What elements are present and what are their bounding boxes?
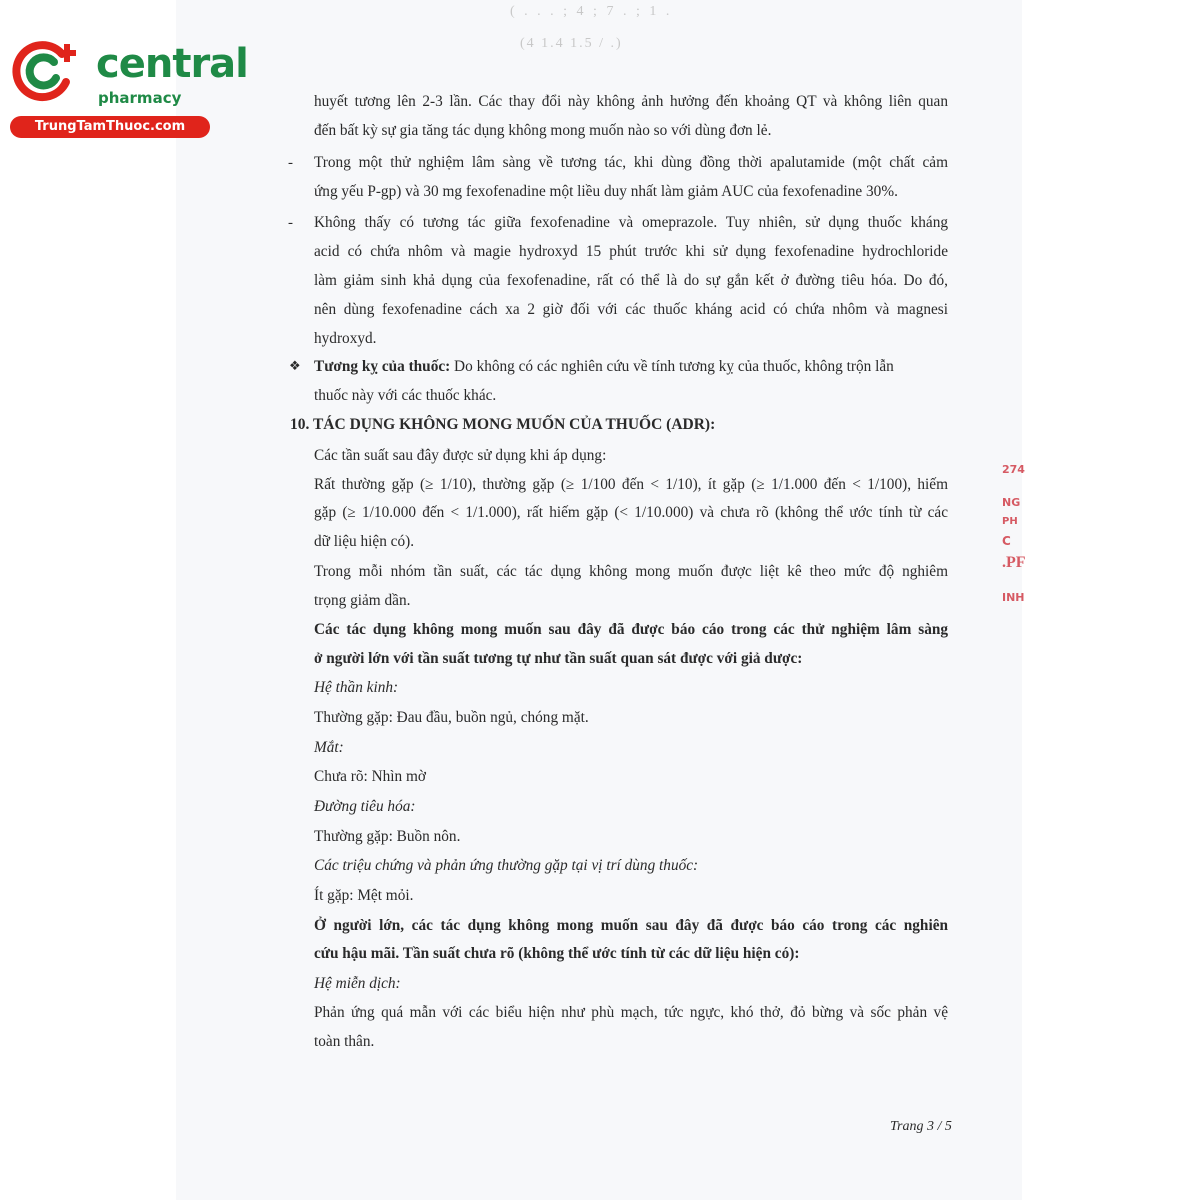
- central-pharmacy-logo[interactable]: [10, 36, 248, 138]
- body-line: hydroxyd.: [314, 330, 377, 347]
- logo-name: central: [96, 41, 248, 87]
- body-line: Trong một thử nghiệm lâm sàng về tương tác, khi dùng đồng thời apalutamide (một chất cảm: [314, 154, 948, 171]
- dash-bullet: -: [288, 155, 293, 171]
- incompatibility-text: Do không có các nghiên cứu về tính tương kỵ của thuốc, không trộn lẫn: [450, 358, 894, 375]
- body-line: ứng yếu P-gp) và 30 mg fexofenadine một liều duy nhất làm giảm AUC của fexofenadine 30%.: [314, 183, 898, 200]
- subsection-label: Mắt:: [314, 739, 344, 756]
- bold-line: ở người lớn với tần suất tương tự như tần suất quan sát được với giả dược:: [314, 650, 803, 667]
- body-line: Thường gặp: Buồn nôn.: [314, 828, 461, 845]
- body-line: Phản ứng quá mẫn với các biểu hiện như phù mạch, tức ngực, khó thở, đỏ bừng và sốc phản vệ: [314, 1004, 948, 1021]
- body-line: Ít gặp: Mệt mỏi.: [314, 887, 414, 904]
- logo-mark-icon: [10, 36, 80, 106]
- stamp-text: INH: [1002, 591, 1025, 604]
- page-number: Trang 3 / 5: [890, 1119, 952, 1134]
- body-line: nên dùng fexofenadine cách xa 2 giờ đối với các thuốc kháng acid có chứa nhôm và magnesi: [314, 301, 948, 318]
- section-heading: 10. TÁC DỤNG KHÔNG MONG MUỐN CỦA THUỐC (ADR):: [290, 416, 716, 433]
- subsection-label: Đường tiêu hóa:: [314, 798, 416, 815]
- body-line: Không thấy có tương tác giữa fexofenadine và omeprazole. Tuy nhiên, sử dụng thuốc kháng: [314, 214, 948, 231]
- body-line: Thường gặp: Đau đầu, buồn ngủ, chóng mặt.: [314, 709, 589, 726]
- bleed-through-text: ( . . . ; 4 ; 7 . ; 1 .: [510, 4, 673, 19]
- stamp-text: C: [1002, 534, 1011, 548]
- logo-subtitle: pharmacy: [98, 89, 182, 107]
- bold-line: Các tác dụng không mong muốn sau đây đã được báo cáo trong các thử nghiệm lâm sàng: [314, 621, 948, 638]
- body-line: làm giảm sinh khả dụng của fexofenadine, rất có thể là do sự gắn kết ở đường tiêu hóa. Do đó,: [314, 272, 948, 289]
- body-line: dữ liệu hiện có).: [314, 533, 415, 550]
- body-line: acid có chứa nhôm và magie hydroxyd 15 phút trước khi sử dụng fexofenadine hydrochloride: [314, 243, 948, 260]
- bleed-through-text: (4 1.4 1.5 / .): [520, 36, 623, 51]
- stamp-text: PH: [1002, 516, 1018, 527]
- diamond-bullet-icon: ❖: [289, 359, 301, 374]
- body-line: Các tần suất sau đây được sử dụng khi áp dụng:: [314, 447, 607, 464]
- stamp-text: 274: [1002, 463, 1025, 476]
- body-line: toàn thân.: [314, 1033, 375, 1050]
- body-line: Trong mỗi nhóm tần suất, các tác dụng không mong muốn được liệt kê theo mức độ nghiêm: [314, 563, 948, 580]
- body-line: [314, 357, 894, 377]
- body-line: gặp (≥ 1/10.000 đến < 1/1.000), rất hiếm gặp (< 1/10.000) và chưa rõ (không thể ước tính từ các: [314, 504, 948, 521]
- body-line: đến bất kỳ sự gia tăng tác dụng không mong muốn nào so với dùng đơn lẻ.: [314, 122, 772, 139]
- body-line: thuốc này với các thuốc khác.: [314, 387, 497, 404]
- bold-line: Ở người lớn, các tác dụng không mong muốn sau đây đã được báo cáo trong các nghiên: [314, 917, 948, 934]
- subsection-label: Hệ thần kinh:: [314, 679, 399, 696]
- dash-bullet: -: [288, 215, 293, 231]
- bold-line: cứu hậu mãi. Tần suất chưa rõ (không thể ước tính từ các dữ liệu hiện có):: [314, 945, 800, 962]
- incompatibility-label: Tương kỵ của thuốc:: [314, 358, 451, 375]
- body-line: Rất thường gặp (≥ 1/10), thường gặp (≥ 1/100 đến < 1/10), ít gặp (≥ 1/1.000 đến < 1/100), hiếm: [314, 476, 948, 493]
- logo-website[interactable]: TrungTamThuoc.com: [10, 116, 210, 138]
- body-line: Chưa rõ: Nhìn mờ: [314, 768, 426, 785]
- stamp-text: .PF: [1002, 554, 1026, 571]
- body-line: huyết tương lên 2-3 lần. Các thay đổi này không ảnh hưởng đến khoảng QT và không liên quan: [314, 93, 948, 110]
- body-line: trọng giảm dần.: [314, 592, 411, 609]
- official-stamp: [998, 455, 1028, 635]
- stamp-text: NG: [1002, 496, 1021, 509]
- subsection-label: Hệ miễn dịch:: [314, 975, 401, 992]
- subsection-label: Các triệu chứng và phản ứng thường gặp tại vị trí dùng thuốc:: [314, 857, 699, 874]
